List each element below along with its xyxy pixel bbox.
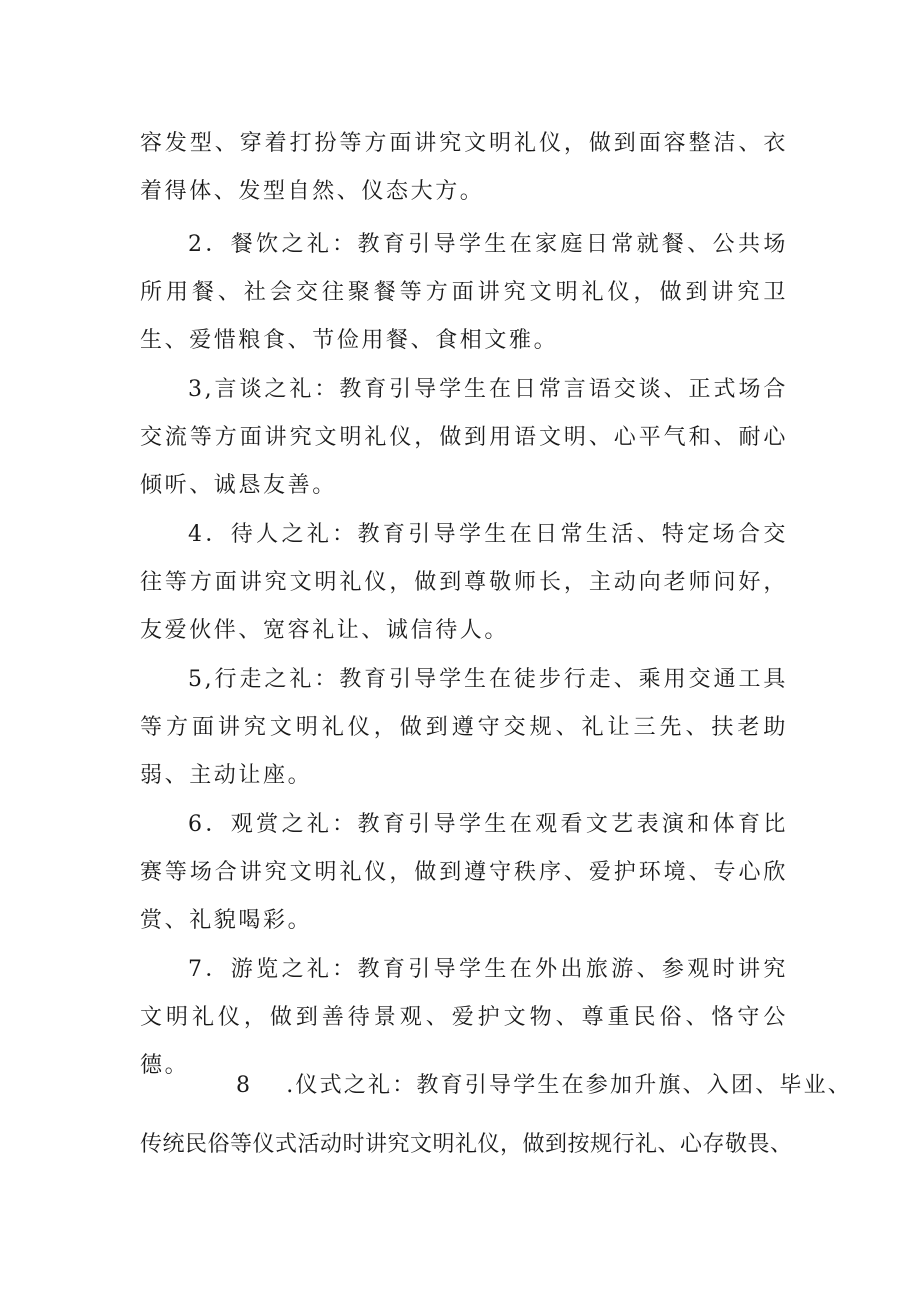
item-text: .仪式之礼：教育引导学生在参加升旗、入团、毕业、 bbox=[286, 1073, 852, 1098]
item-number: 8 bbox=[236, 1073, 253, 1098]
paragraph-ceremony-etiquette-line2: 传统民俗等仪式活动时讲究文明礼仪，做到按规行礼、心存敬畏、 bbox=[140, 1132, 793, 1157]
paragraph-speech-etiquette: 3,言谈之礼：教育引导学生在日常言语交谈、正式场合交流等方面讲究文明礼仪，做到用语文明、心平气和、耐心倾听、诚恳友善。 bbox=[140, 377, 788, 498]
paragraph-touring-etiquette: 7．游览之礼：教育引导学生在外出旅游、参观时讲究文明礼仪，做到善待景观、爱护文物、尊重民俗、恪守公德。 bbox=[140, 957, 788, 1078]
paragraph-dining-etiquette: 2．餐饮之礼：教育引导学生在家庭日常就餐、公共场所用餐、社会交往聚餐等方面讲究文明礼仪，做到讲究卫生、爱惜粮食、节俭用餐、食相文雅。 bbox=[140, 232, 788, 353]
paragraph-hospitality-etiquette: 4．待人之礼：教育引导学生在日常生活、特定场合交往等方面讲究文明礼仪，做到尊敬师长，主动向老师问好，友爱伙伴、宽容礼让、诚信待人。 bbox=[140, 522, 788, 643]
paragraph-ceremony-etiquette-line1 bbox=[140, 1062, 852, 1110]
paragraph-walking-etiquette: 5,行走之礼：教育引导学生在徒步行走、乘用交通工具等方面讲究文明礼仪，做到遵守交规、礼让三先、扶老助弱、主动让座。 bbox=[140, 667, 788, 788]
paragraph-viewing-etiquette: 6．观赏之礼：教育引导学生在观看文艺表演和体育比赛等场合讲究文明礼仪，做到遵守秩序、爱护环境、专心欣赏、礼貌喝彩。 bbox=[140, 812, 788, 933]
paragraph-appearance-continuation: 容发型、穿着打扮等方面讲究文明礼仪，做到面容整洁、衣着得体、发型自然、仪态大方。 bbox=[140, 131, 788, 204]
